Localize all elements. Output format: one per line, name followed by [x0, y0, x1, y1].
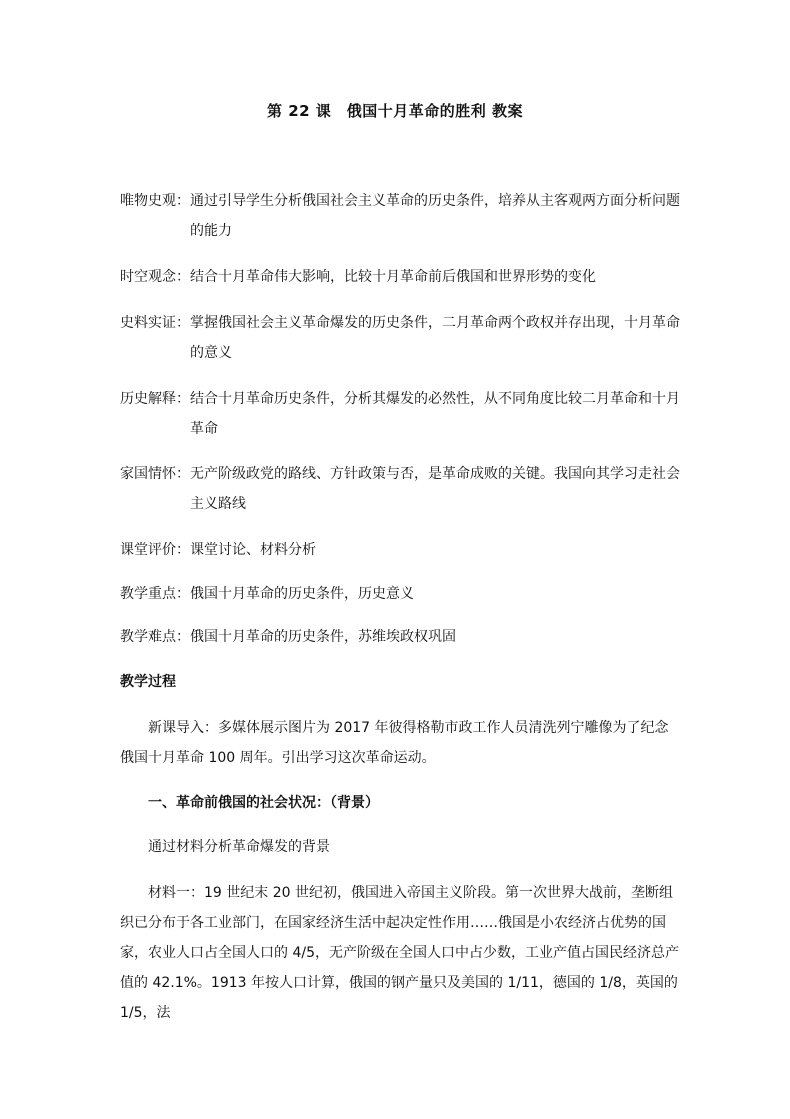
objective-text: 无产阶级政党的路线、方针政策与否，是革命成败的关键。我国向其学习走社会主义路线: [190, 466, 680, 512]
section-heading: 一、革命前俄国的社会状况：（背景）: [148, 795, 379, 811]
objective-label: 历史解释：: [120, 391, 190, 407]
objective-text: 结合十月革命伟大影响，比较十月革命前后俄国和世界形势的变化: [190, 269, 596, 285]
class-evaluation: 课堂评价：课堂讨论、材料分析: [120, 542, 316, 558]
objective-label: 时空观念：: [120, 269, 190, 285]
objective-patriotism: [120, 459, 680, 519]
objective-space-time: [120, 262, 680, 292]
objective-evidence: [120, 308, 680, 368]
document-title: 第 22 课 俄国十月革命的胜利 教案: [266, 102, 524, 120]
objective-materialism: [120, 186, 680, 246]
section-subheading: 通过材料分析革命爆发的背景: [148, 839, 330, 855]
objective-text: 掌握俄国社会主义革命爆发的历史条件，二月革命两个政权并存出现，十月革命的意义: [190, 315, 680, 361]
process-heading: 教学过程: [120, 674, 176, 690]
objective-interpretation: [120, 384, 680, 444]
objective-text: 通过引导学生分析俄国社会主义革命的历史条件，培养从主客观两方面分析问题的能力: [190, 193, 680, 239]
objective-label: 史料实证：: [120, 315, 190, 331]
teaching-difficulties: 教学难点：俄国十月革命的历史条件，苏维埃政权巩固: [120, 629, 456, 645]
objective-text: 结合十月革命历史条件，分析其爆发的必然性，从不同角度比较二月革命和十月革命: [190, 391, 680, 437]
lesson-intro: 新课导入：多媒体展示图片为 2017 年彼得格勒市政工作人员清洗列宁雕像为了纪念俄国十月革命 100 周年。引出学习这次革命运动。: [120, 720, 669, 766]
objective-label: 唯物史观：: [120, 193, 190, 209]
objective-label: 家国情怀：: [120, 466, 190, 482]
material-one: 材料一：19 世纪末 20 世纪初，俄国进入帝国主义阶段。第一次世界大战前，垄断组织已分布于各工业部门，在国家经济生活中起决定性作用……俄国是小农经济占优势的国家，农业人口占全国人口的 4/5，无产阶级在全国人口中占少数，工业产值占国民经济总产值的 42.1%。1913 年按人口计算，俄国的钢产量只及美国的 1/11，德国的 1/8，英国的 1/5，法: [120, 885, 679, 1021]
teaching-key-points: 教学重点：俄国十月革命的历史条件，历史意义: [120, 586, 414, 602]
